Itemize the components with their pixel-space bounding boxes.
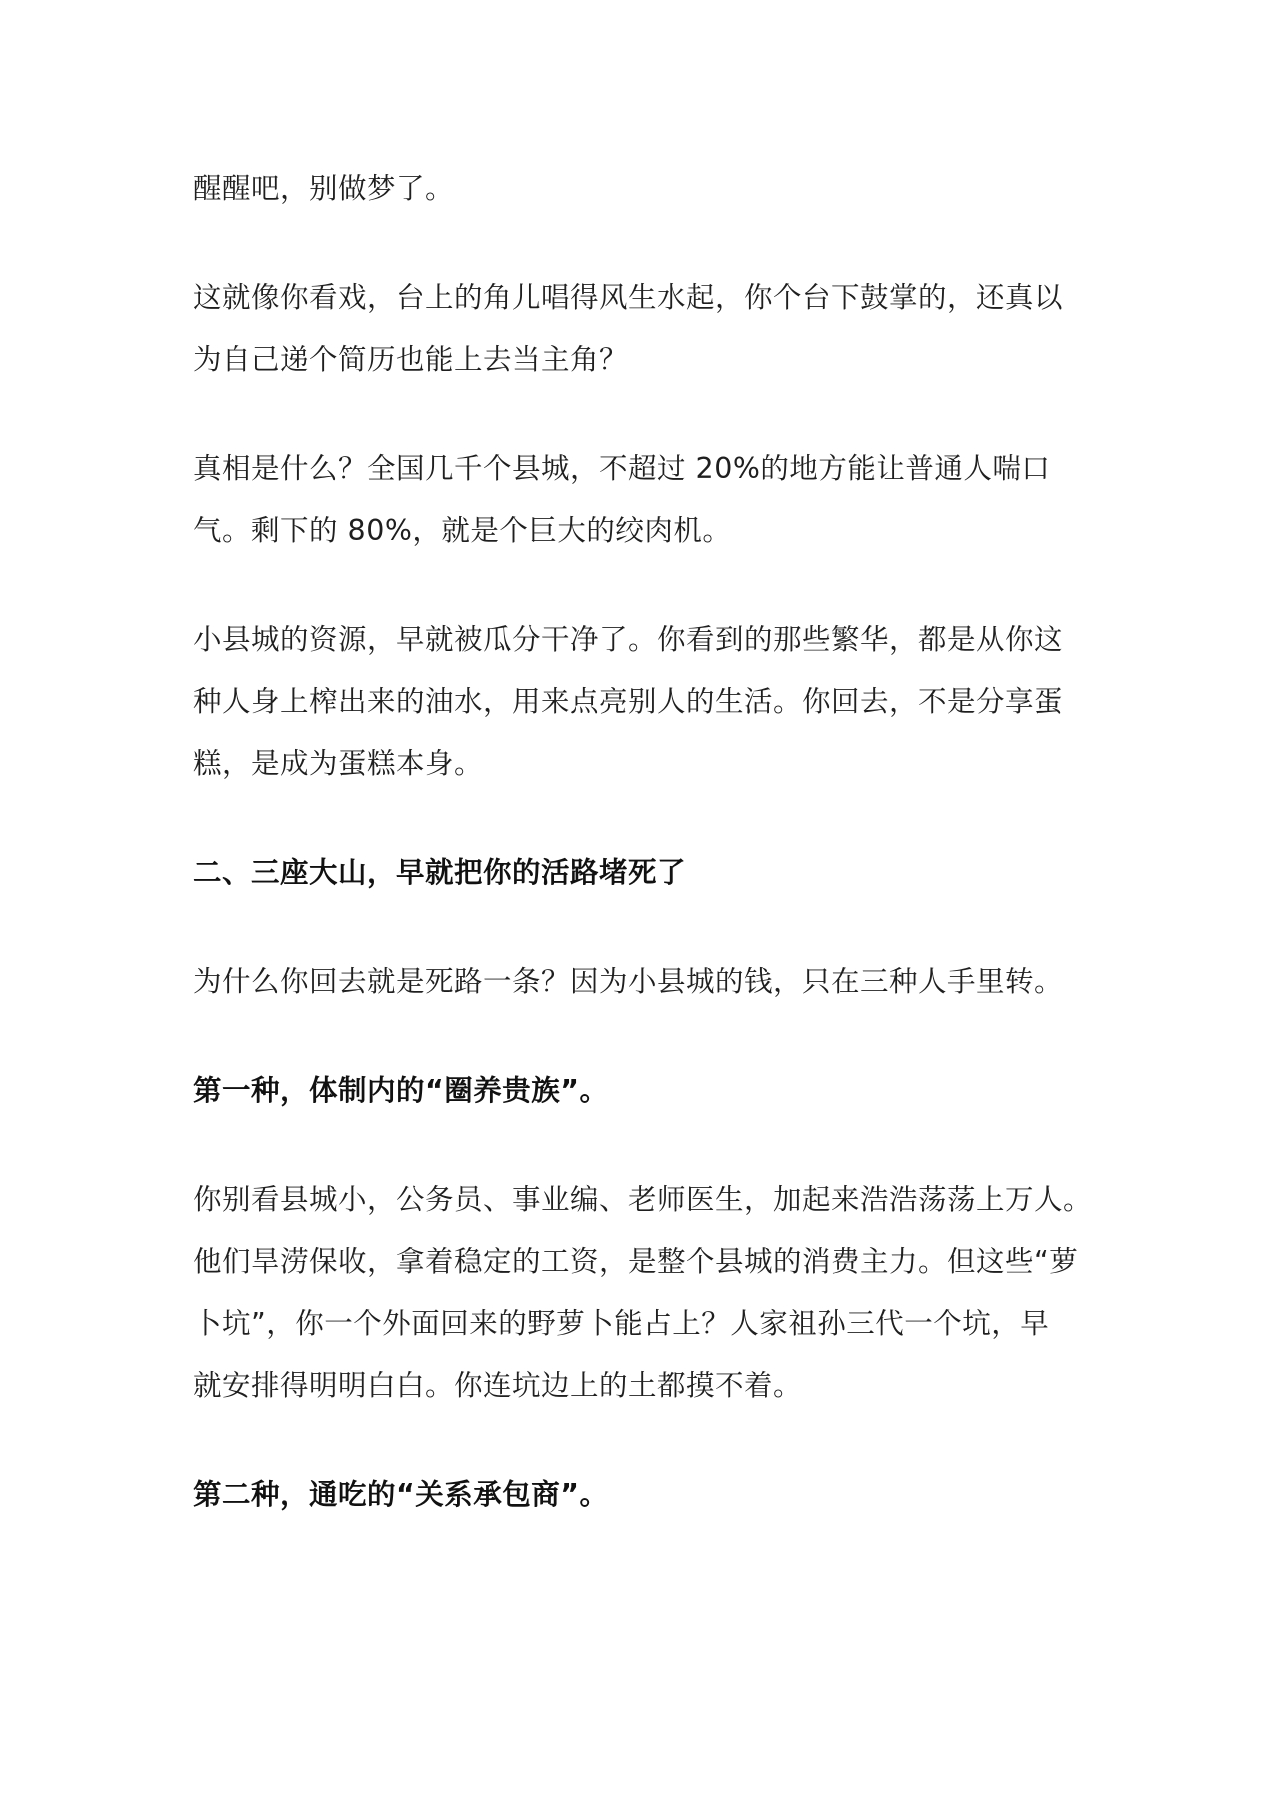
paragraph-line: 醒醒吧，别做梦了。 (193, 172, 455, 205)
paragraph-line: 气。剩下的 80%，就是个巨大的绞肉机。 (193, 514, 732, 547)
section-heading: 二、三座大山，早就把你的活路堵死了 (193, 856, 687, 889)
subheading: 第二种，通吃的“关系承包商”。 (193, 1478, 609, 1511)
paragraph-line: 这就像你看戏，台上的角儿唱得风生水起，你个台下鼓掌的，还真以 (193, 281, 1064, 314)
paragraph-line: 真相是什么？全国几千个县城，不超过 20%的地方能让普通人喘口 (193, 452, 1051, 485)
subheading: 第一种，体制内的“圈养贵族”。 (193, 1074, 609, 1107)
paragraph-line: 你别看县城小，公务员、事业编、老师医生，加起来浩浩荡荡上万人。 (193, 1183, 1093, 1216)
paragraph-line: 为自己递个简历也能上去当主角？ (193, 343, 629, 376)
paragraph-line: 他们旱涝保收，拿着稳定的工资，是整个县城的消费主力。但这些“萝 (193, 1245, 1079, 1278)
paragraph-line: 种人身上榨出来的油水，用来点亮别人的生活。你回去，不是分享蛋 (193, 685, 1064, 718)
paragraph-line: 就安排得明明白白。你连坑边上的土都摸不着。 (193, 1369, 803, 1402)
paragraph-line: 为什么你回去就是死路一条？因为小县城的钱，只在三种人手里转。 (193, 965, 1064, 998)
paragraph-line: 糕，是成为蛋糕本身。 (193, 747, 484, 780)
paragraph-line: 小县城的资源，早就被瓜分干净了。你看到的那些繁华，都是从你这 (193, 623, 1064, 656)
paragraph-line: 卜坑”，你一个外面回来的野萝卜能占上？人家祖孙三代一个坑，早 (193, 1307, 1050, 1340)
